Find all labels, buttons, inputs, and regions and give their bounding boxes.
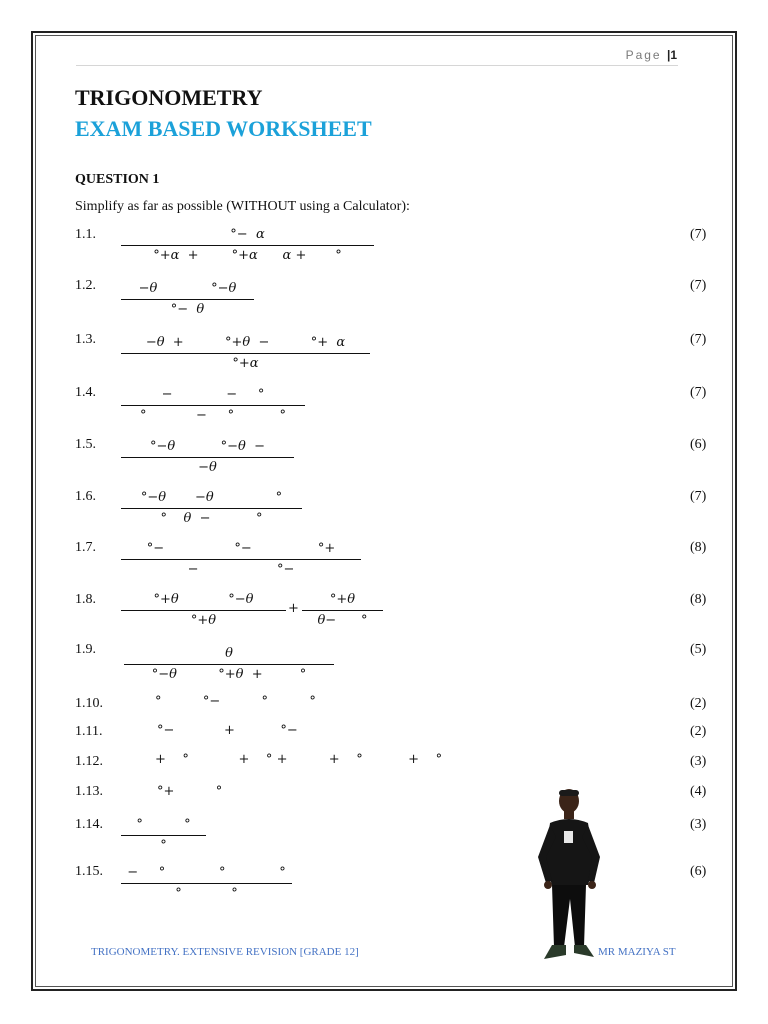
fraction-bar	[121, 457, 294, 458]
denominator: ° θ − °	[160, 511, 263, 526]
item-number: 1.6.	[75, 489, 96, 504]
question-instruction: Simplify as far as possible (WITHOUT using a Calculator):	[75, 199, 410, 214]
item-number: 1.3.	[75, 332, 96, 347]
item-number: 1.14.	[75, 817, 103, 832]
fraction-bar	[121, 405, 305, 406]
question-heading: QUESTION 1	[75, 172, 160, 187]
numerator: °−θ −θ °	[140, 490, 283, 505]
footer-left: TRIGONOMETRY. EXTENSIVE REVISION [GRADE 12]	[91, 946, 359, 958]
item-marks: (3)	[690, 754, 707, 769]
item-number: 1.1.	[75, 227, 96, 242]
expression: °− + °−	[157, 723, 298, 738]
numerator: −θ °−θ	[138, 281, 237, 296]
item-marks: (7)	[690, 227, 707, 242]
expression: °+ °	[157, 784, 223, 799]
expression: + ° + ° + + ° + °	[155, 752, 443, 767]
numerator: − − °	[161, 387, 265, 402]
item-number: 1.15.	[75, 864, 103, 879]
fraction-bar	[121, 299, 254, 300]
fraction-bar	[302, 610, 383, 611]
item-marks: (6)	[690, 437, 707, 452]
item-number: 1.4.	[75, 385, 96, 400]
denominator: °+α	[232, 356, 259, 371]
item-number: 1.2.	[75, 278, 96, 293]
denominator: °+α + °+α α + °	[153, 248, 342, 263]
item-number: 1.7.	[75, 540, 96, 555]
item-marks: (6)	[690, 864, 707, 879]
numerator: °+θ °−θ	[153, 592, 254, 607]
item-number: 1.11.	[75, 724, 103, 739]
denominator: °	[160, 838, 167, 853]
item-marks: (7)	[690, 278, 707, 293]
numerator: θ	[225, 646, 233, 661]
item-number: 1.5.	[75, 437, 96, 452]
denominator: ° °	[175, 886, 238, 901]
item-marks: (8)	[690, 592, 707, 607]
item-marks: (2)	[690, 696, 707, 711]
denominator: °−θ °+θ + °	[151, 667, 307, 682]
fraction-bar	[121, 559, 361, 560]
item-number: 1.9.	[75, 642, 96, 657]
footer-right: MR MAZIYA ST	[598, 946, 676, 958]
item-marks: (7)	[690, 489, 707, 504]
author-photo	[530, 787, 602, 969]
document-title: TRIGONOMETRY	[75, 85, 263, 110]
numerator: − ° ° °	[127, 865, 286, 880]
item-number: 1.8.	[75, 592, 96, 607]
item-number: 1.12.	[75, 754, 103, 769]
denominator: θ− °	[317, 613, 368, 628]
item-marks: (4)	[690, 784, 707, 799]
denominator: − °−	[187, 562, 295, 577]
page-number: Page |1	[625, 48, 677, 62]
numerator: °+θ	[329, 592, 356, 607]
fraction-bar	[121, 883, 292, 884]
item-marks: (8)	[690, 540, 707, 555]
numerator: ° °	[136, 817, 191, 832]
item-marks: (2)	[690, 724, 707, 739]
numerator: °− °− °+	[146, 541, 336, 556]
fraction-bar	[121, 353, 370, 354]
item-marks: (7)	[690, 385, 707, 400]
item-marks: (3)	[690, 817, 707, 832]
item-number: 1.10.	[75, 696, 103, 711]
denominator: ° − ° °	[139, 408, 287, 423]
item-number: 1.13.	[75, 784, 103, 799]
document-subtitle: EXAM BASED WORKSHEET	[75, 116, 372, 141]
denominator: °+θ	[190, 613, 217, 628]
fraction-bar	[121, 610, 286, 611]
numerator: °−θ °−θ −	[149, 439, 266, 454]
header-divider	[76, 65, 678, 66]
fraction-bar	[124, 664, 334, 665]
denominator: °− θ	[170, 302, 205, 317]
numerator: −θ + °+θ − °+ α	[145, 335, 346, 350]
item-marks: (5)	[690, 642, 707, 657]
denominator: −θ	[198, 460, 217, 475]
item-marks: (7)	[690, 332, 707, 347]
plus-sign: +	[288, 601, 299, 616]
fraction-bar	[121, 508, 302, 509]
numerator: °− α	[230, 227, 265, 242]
fraction-bar	[121, 245, 374, 246]
expression: ° °− ° °	[155, 694, 316, 709]
fraction-bar	[121, 835, 206, 836]
